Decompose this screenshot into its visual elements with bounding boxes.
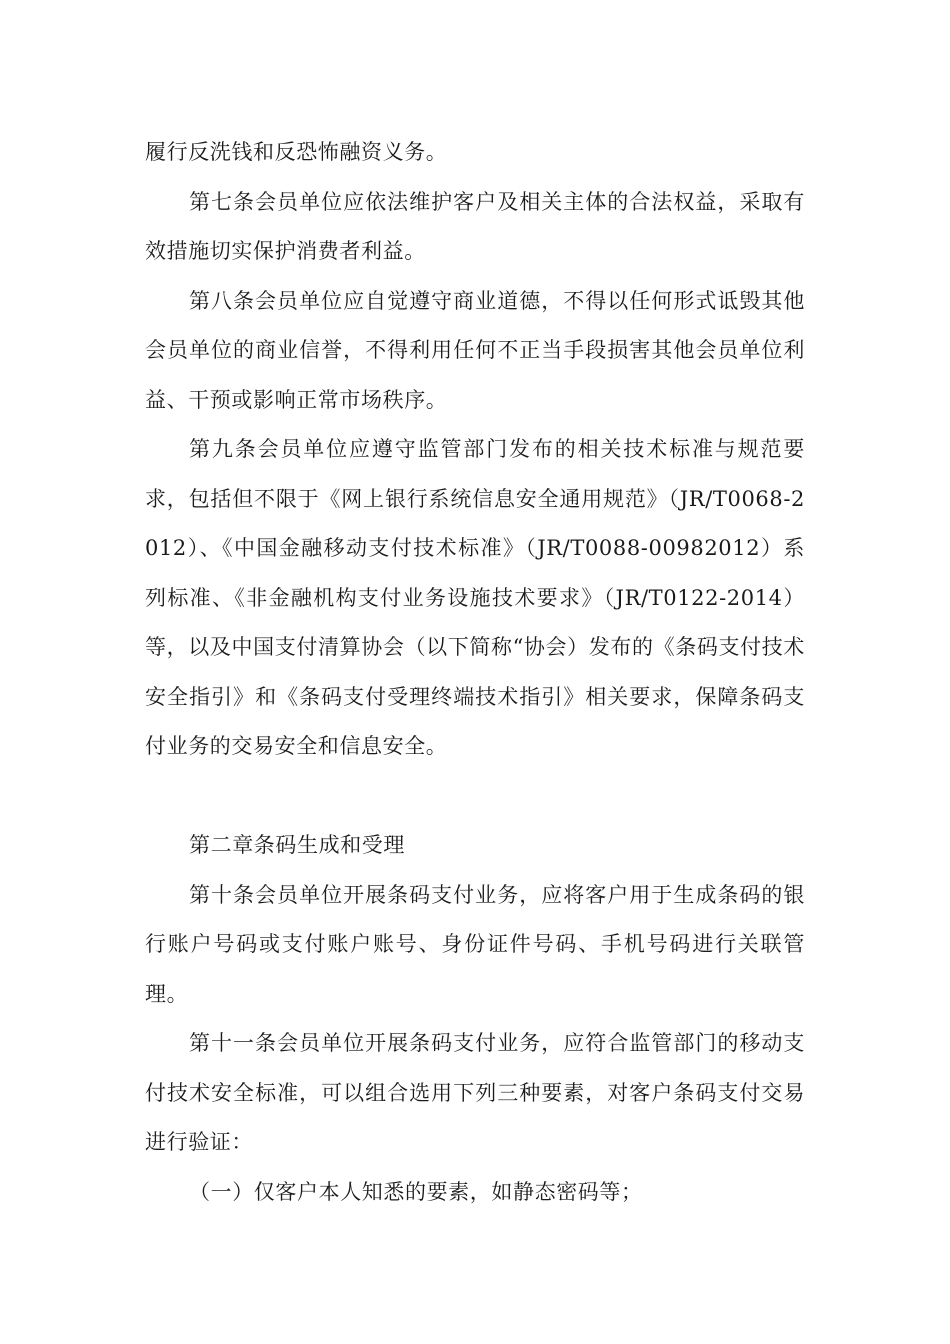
chapter-2-heading: 第二章条码生成和受理 <box>189 833 405 857</box>
section-spacer <box>145 772 805 822</box>
document-body <box>145 128 805 1217</box>
article-9: 第九条会员单位应遵守监管部门发布的相关技术标准与规范要求，包括但不限于《网上银行系统信息安全通用规范》（JR/T0068-2012）、《中国金融移动支付技术标准》（JR/T0088-00982012）系列标准、《非金融机构支付业务设施技术要求》（JR/T0122-2014）等，以及中国支付清算协会（以下简称“协会）发布的《条码支付技术安全指引》和《条码支付受理终端技术指引》相关要求，保障条码支付业务的交易安全和信息安全。 <box>145 437 805 758</box>
paragraph-continuation: 履行反洗钱和反恐怖融资义务。 <box>145 140 448 164</box>
article-11: 第十一条会员单位开展条码支付业务，应符合监管部门的移动支付技术安全标准，可以组合选用下列三种要素，对客户条码支付交易进行验证： <box>145 1031 805 1154</box>
article-7: 第七条会员单位应依法维护客户及相关主体的合法权益，采取有效措施切实保护消费者利益。 <box>145 189 805 263</box>
list-item-1: （一）仅客户本人知悉的要素，如静态密码等； <box>189 1179 643 1204</box>
article-10: 第十条会员单位开展条码支付业务，应将客户用于生成条码的银行账户号码或支付账户账号、身份证件号码、手机号码进行关联管理。 <box>145 882 805 1006</box>
article-8: 第八条会员单位应自觉遵守商业道德，不得以任何形式诋毁其他会员单位的商业信誉，不得利用任何不正当手段损害其他会员单位利益、干预或影响正常市场秩序。 <box>145 288 805 412</box>
